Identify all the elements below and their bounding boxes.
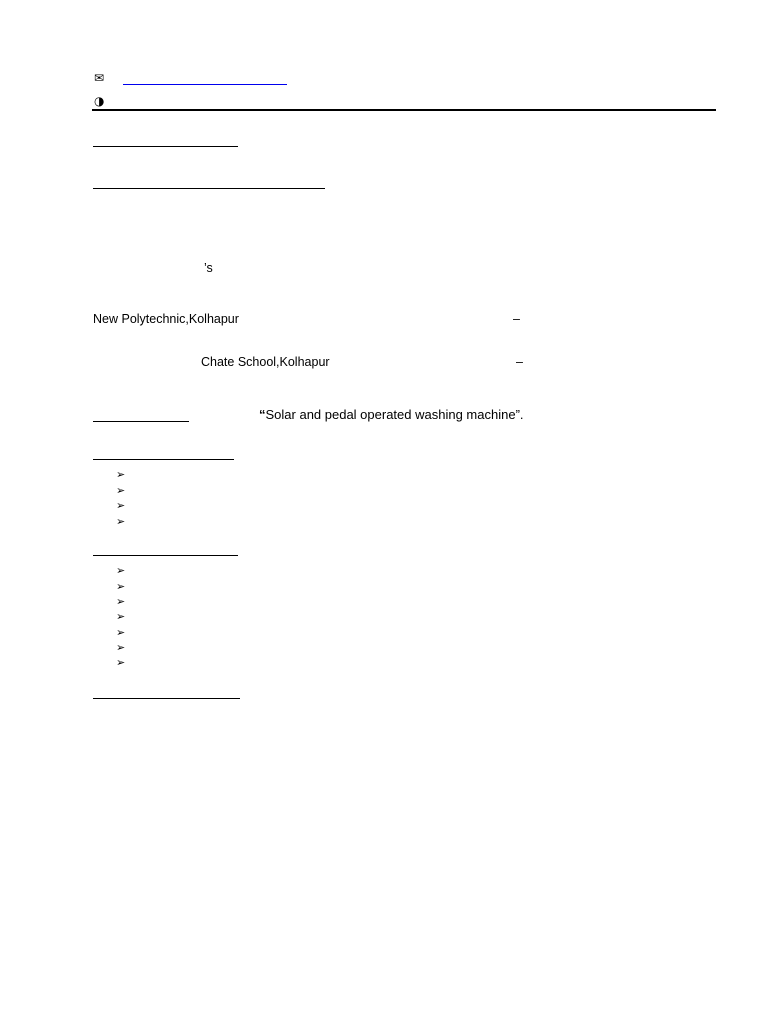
project-title: “Solar and pedal operated washing machine”. xyxy=(259,407,524,422)
college-name: New Polytechnic,Kolhapur xyxy=(93,312,239,326)
bullet-arrow-icon: ➢ xyxy=(116,641,126,654)
bullet-arrow-icon: ➢ xyxy=(116,468,126,481)
degree-suffix: ’s xyxy=(204,261,213,275)
bullet-arrow-icon: ➢ xyxy=(116,610,126,623)
bullet-arrow-icon: ➢ xyxy=(116,564,126,577)
bullet-arrow-icon: ➢ xyxy=(116,499,126,512)
school-dash: – xyxy=(516,355,523,369)
section-a-heading-underline xyxy=(93,459,234,460)
bullet-arrow-icon: ➢ xyxy=(116,626,126,639)
school-name: Chate School,Kolhapur xyxy=(201,355,330,369)
bullet-arrow-icon: ➢ xyxy=(116,595,126,608)
section-heading-underline xyxy=(93,146,238,147)
bullet-arrow-icon: ➢ xyxy=(116,515,126,528)
project-heading-underline xyxy=(93,421,189,422)
section-b-heading-underline xyxy=(93,555,238,556)
section-heading-underline xyxy=(93,188,325,189)
phone-icon: ◑ xyxy=(94,94,105,108)
bullet-arrow-icon: ➢ xyxy=(116,580,126,593)
bullet-arrow-icon: ➢ xyxy=(116,656,126,669)
envelope-icon: ✉ xyxy=(94,71,105,85)
college-dash: – xyxy=(513,312,520,326)
header-divider xyxy=(92,109,716,111)
bullet-arrow-icon: ➢ xyxy=(116,484,126,497)
section-c-heading-underline xyxy=(93,698,240,699)
email-link[interactable] xyxy=(123,84,287,85)
